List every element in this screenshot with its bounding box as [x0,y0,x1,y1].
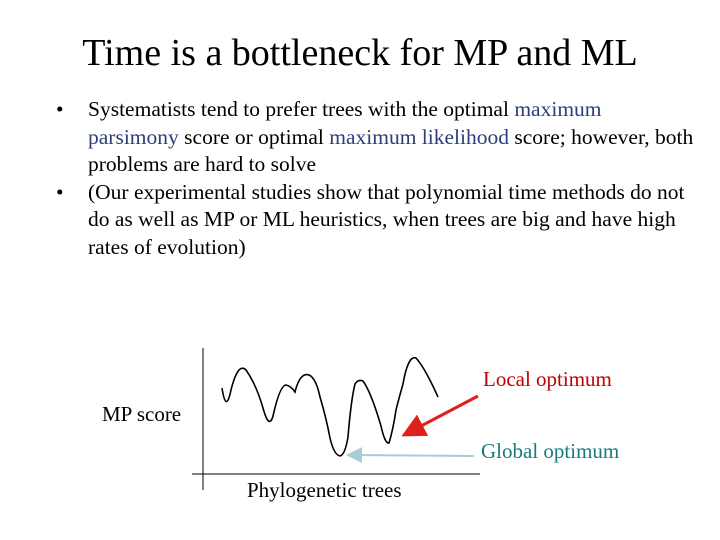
local-optimum-label: Local optimum [483,367,612,391]
bullet-1-text-cont: score or optimal [178,124,330,149]
global-optimum-arrow [348,455,474,456]
bullet-1-text-end: score; however, both problems are hard to solve [88,124,694,176]
slide-title: Time is a bottleneck for MP and ML [82,32,638,74]
y-axis-label: MP score [102,402,182,426]
global-optimum-label: Global optimum [481,439,620,463]
maximum-likelihood-term: maximum likelihood [329,124,509,149]
maximum-parsimony-term: maximum parsimony [88,97,602,149]
score-curve [222,358,438,456]
x-axis-label: Phylogenetic trees [247,478,402,502]
bullet-marker: • [56,179,64,204]
local-optimum-arrow [404,396,478,435]
bullet-marker: • [56,97,64,121]
bullet-1-text: Systematists tend to prefer trees with the optimal [88,97,515,121]
bullet-2-text: (Our experimental studies show that polynomial time methods do not do as well as MP or ML heuristics, when trees are big and have high rates of evolution) [88,179,685,259]
